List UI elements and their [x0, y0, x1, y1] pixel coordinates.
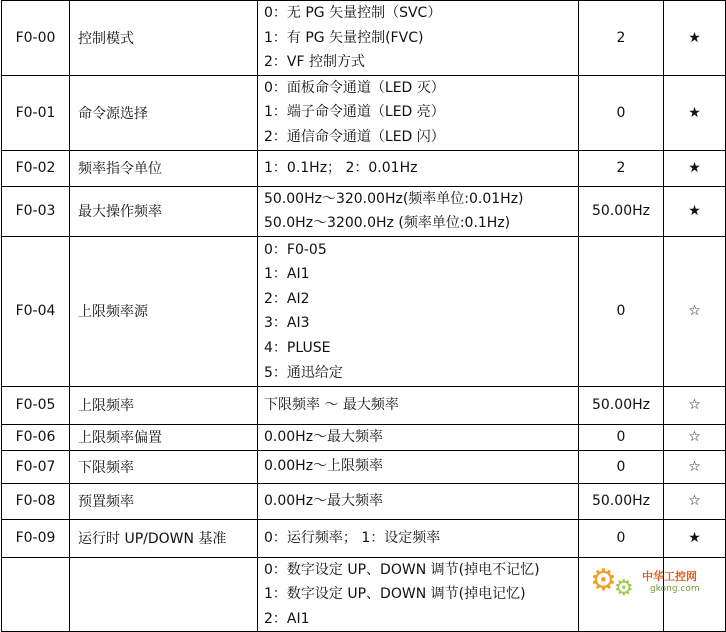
param-name: 控制模式 — [70, 1, 258, 76]
param-code: F0-06 — [2, 424, 70, 450]
gear-small-icon: ⚙ — [614, 576, 634, 601]
param-default: 0 — [579, 519, 664, 557]
param-range — [258, 386, 579, 424]
param-code: F0-09 — [2, 519, 70, 557]
param-default: 50.00Hz — [579, 483, 664, 519]
table-row — [2, 450, 726, 483]
param-range — [258, 150, 579, 186]
table-row — [2, 519, 726, 557]
param-range — [258, 450, 579, 483]
range-line: 2：通信命令通道（LED 闪） — [264, 129, 445, 146]
param-default: 2 — [579, 150, 664, 186]
param-range — [258, 186, 579, 236]
range-line: 0：无 PG 矢量控制（SVC） — [264, 5, 442, 21]
param-range — [258, 483, 579, 519]
param-range — [258, 1, 579, 76]
gear-icon: ⚙ — [590, 563, 617, 598]
param-name: 频率指令单位 — [70, 150, 258, 186]
table-row — [2, 75, 726, 150]
param-name: 命令源选择 — [70, 75, 258, 150]
param-code: F0-08 — [2, 483, 70, 519]
param-attribute: ★ — [664, 1, 726, 76]
range-line: 0.00Hz～最大频率 — [264, 428, 384, 445]
param-code: F0-04 — [2, 236, 70, 386]
parameter-table-body — [2, 1, 726, 632]
range-line: 1：0.1Hz； 2：0.01Hz — [264, 159, 418, 176]
param-default: 0 — [579, 450, 664, 483]
param-attribute: ☆ — [664, 450, 726, 483]
param-attribute: ☆ — [664, 424, 726, 450]
param-default: 0 — [579, 424, 664, 450]
param-attribute: ☆ — [664, 236, 726, 386]
param-range — [258, 519, 579, 557]
watermark-title: 中华工控网 — [642, 570, 697, 583]
range-line: 50.00Hz～320.00Hz(频率单位:0.01Hz) — [264, 190, 524, 207]
param-code: F0-03 — [2, 186, 70, 236]
param-name: 运行时 UP/DOWN 基准 — [70, 519, 258, 557]
param-attribute: ★ — [664, 75, 726, 150]
param-default: 50.00Hz — [579, 386, 664, 424]
range-line: 0.00Hz～上限频率 — [264, 458, 384, 475]
param-name: 下限频率 — [70, 450, 258, 483]
param-code: F0-05 — [2, 386, 70, 424]
table-row — [2, 1, 726, 76]
range-line: 4：PLUSE — [264, 340, 331, 357]
param-default: 0 — [579, 236, 664, 386]
param-attribute: ☆ — [664, 483, 726, 519]
range-line: 1：有 PG 矢量控制(FVC) — [264, 29, 424, 46]
param-code: F0-07 — [2, 450, 70, 483]
table-row — [2, 386, 726, 424]
param-default: 50.00Hz — [579, 186, 664, 236]
param-name — [70, 557, 258, 632]
param-name: 上限频率偏置 — [70, 424, 258, 450]
table-row — [2, 424, 726, 450]
param-name: 上限频率源 — [70, 236, 258, 386]
param-name: 预置频率 — [70, 483, 258, 519]
range-line: 5：通迅给定 — [264, 364, 343, 381]
param-code: F0-00 — [2, 1, 70, 76]
param-range — [258, 236, 579, 386]
param-attribute: ★ — [664, 150, 726, 186]
param-range — [258, 424, 579, 450]
range-line: 2：AI1 — [264, 610, 310, 627]
range-line: 3：AI3 — [264, 315, 310, 332]
range-line: 50.0Hz～3200.0Hz (频率单位:0.1Hz) — [264, 215, 511, 232]
table-row — [2, 236, 726, 386]
range-line: 1：AI1 — [264, 266, 310, 283]
param-name: 最大操作频率 — [70, 186, 258, 236]
param-code: F0-02 — [2, 150, 70, 186]
param-range — [258, 75, 579, 150]
watermark-url: gkong.com — [650, 584, 700, 594]
param-default: 2 — [579, 1, 664, 76]
param-attribute: ☆ — [664, 386, 726, 424]
range-line: 0：数字设定 UP、DOWN 调节(掉电不记忆) — [264, 561, 540, 578]
range-line: 0.00Hz～最大频率 — [264, 492, 384, 509]
watermark-logo — [588, 562, 724, 610]
range-line: 1：数字设定 UP、DOWN 调节(掉电记忆) — [264, 586, 526, 603]
param-attribute: ★ — [664, 186, 726, 236]
range-line: 0：F0-05 — [264, 241, 327, 258]
table-row — [2, 186, 726, 236]
param-code: F0-01 — [2, 75, 70, 150]
range-line: 2：AI2 — [264, 290, 310, 307]
param-name: 上限频率 — [70, 386, 258, 424]
param-default: 0 — [579, 75, 664, 150]
range-line: 0：运行频率； 1：设定频率 — [264, 529, 441, 546]
param-code — [2, 557, 70, 632]
table-row — [2, 150, 726, 186]
range-line: 0：面板命令通道（LED 灭） — [264, 79, 445, 96]
range-line: 2：VF 控制方式 — [264, 54, 365, 71]
range-line: 下限频率 ～ 最大频率 — [264, 397, 399, 414]
table-row — [2, 483, 726, 519]
parameter-table — [1, 0, 726, 632]
param-attribute: ★ — [664, 519, 726, 557]
range-line: 1：端子命令通道（LED 亮） — [264, 104, 445, 121]
param-range — [258, 557, 579, 632]
